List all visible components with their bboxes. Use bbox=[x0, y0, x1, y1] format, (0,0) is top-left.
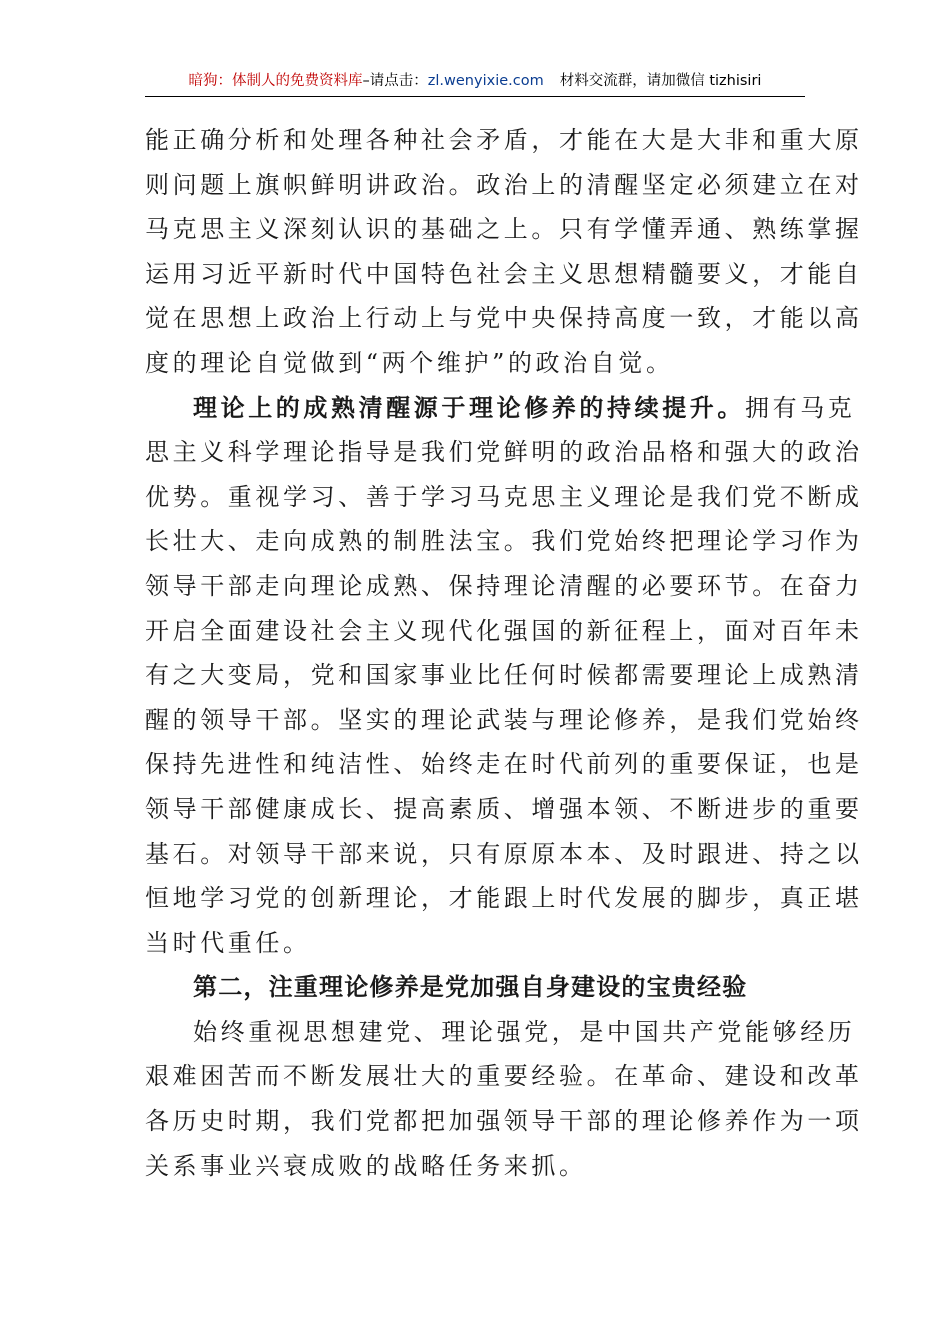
text-line: 恒地学习党的创新理论，才能跟上时代发展的脚步，真正堪 bbox=[145, 884, 863, 913]
header-group-text: 材料交流群，请加微信 tizhisiri bbox=[559, 73, 762, 89]
page-header bbox=[145, 70, 805, 97]
text-line: 保持先进性和纯洁性、始终走在时代前列的重要保证，也是 bbox=[145, 750, 863, 779]
paragraph-lead-bold: 理论上的成熟清醒源于理论修养的持续提升。 bbox=[193, 393, 745, 422]
text-line bbox=[145, 386, 856, 431]
section-heading-text: 第二，注重理论修养是党加强自身建设的宝贵经验 bbox=[193, 973, 748, 1002]
text-line: 关系事业兴衰成败的战略任务来抓。 bbox=[145, 1151, 587, 1180]
text-line: 则问题上旗帜鲜明讲政治。政治上的清醒坚定必须建立在对 bbox=[145, 170, 863, 199]
document-body bbox=[145, 118, 863, 1188]
section-heading-2 bbox=[145, 965, 809, 1010]
text-line: 开启全面建设社会主义现代化强国的新征程上，面对百年未 bbox=[145, 616, 863, 645]
text-line: 领导干部健康成长、提高素质、增强本领、不断进步的重要 bbox=[145, 794, 863, 823]
text-line: 长壮大、走向成熟的制胜法宝。我们党始终把理论学习作为 bbox=[145, 527, 863, 556]
text-line: 始终重视思想建党、理论强党，是中国共产党能够经历 bbox=[193, 1017, 856, 1046]
text-line: 思主义科学理论指导是我们党鲜明的政治品格和强大的政治 bbox=[145, 438, 863, 467]
text-line: 有之大变局，党和国家事业比任何时候都需要理论上成熟清 bbox=[145, 661, 863, 690]
paragraph-2 bbox=[145, 386, 863, 966]
text-line: 优势。重视学习、善于学习马克思主义理论是我们党不断成 bbox=[145, 482, 863, 511]
header-click-prefix: –请点击： bbox=[362, 73, 428, 89]
text-line: 醒的领导干部。坚实的理论武装与理论修养，是我们党始终 bbox=[145, 705, 863, 734]
text-line: 觉在思想上政治上行动上与党中央保持高度一致，才能以高 bbox=[145, 304, 863, 333]
header-url-link[interactable]: zl.wenyixie.com bbox=[427, 73, 544, 89]
text-line: 能正确分析和处理各种社会矛盾，才能在大是大非和重大原 bbox=[145, 126, 863, 154]
text-line: 基石。对领导干部来说，只有原原本本、及时跟进、持之以 bbox=[145, 839, 863, 868]
text-line: 马克思主义深刻认识的基础之上。只有学懂弄通、熟练掌握 bbox=[145, 215, 863, 244]
text-line: 运用习近平新时代中国特色社会主义思想精髓要义，才能自 bbox=[145, 259, 863, 288]
paragraph-lead-rest: 拥有马克 bbox=[745, 393, 856, 422]
header-brand: 暗狗：体制人的免费资料库 bbox=[188, 73, 363, 89]
text-line: 艰难困苦而不断发展壮大的重要经验。在革命、建设和改革 bbox=[145, 1062, 863, 1091]
text-line: 度的理论自觉做到“两个维护”的政治自觉。 bbox=[145, 348, 674, 377]
paragraph-3 bbox=[145, 1010, 863, 1188]
text-line: 领导干部走向理论成熟、保持理论清醒的必要环节。在奋力 bbox=[145, 571, 863, 600]
paragraph-1 bbox=[145, 118, 863, 386]
text-line: 各历史时期，我们党都把加强领导干部的理论修养作为一项 bbox=[145, 1107, 863, 1136]
text-line: 当时代重任。 bbox=[145, 928, 311, 957]
